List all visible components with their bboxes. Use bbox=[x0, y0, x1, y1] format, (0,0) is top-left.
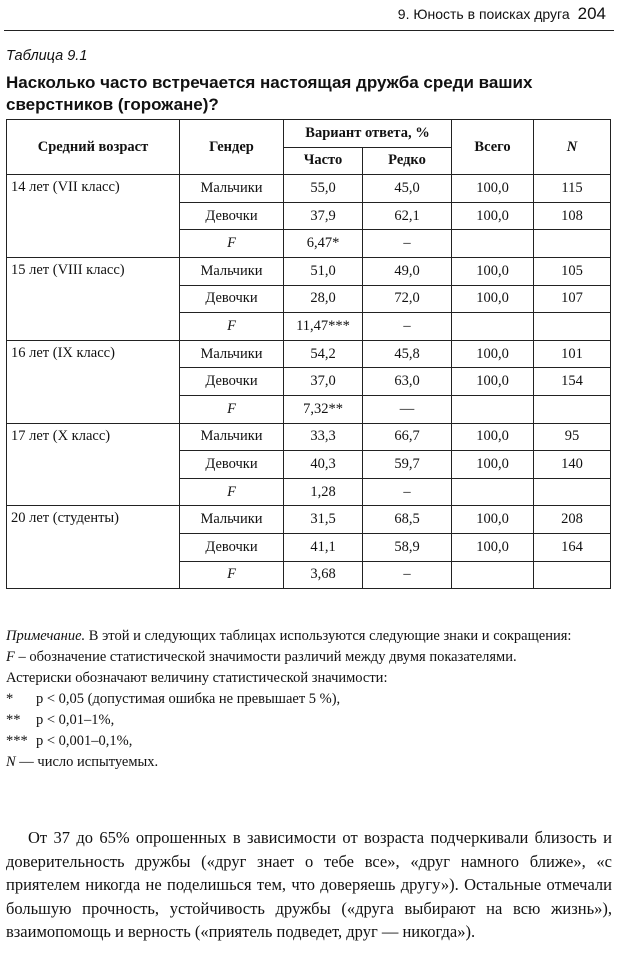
cell-total bbox=[452, 561, 534, 589]
cell-rarely: 58,9 bbox=[363, 533, 452, 561]
cell-age: 15 лет (VIII класс) bbox=[7, 257, 180, 340]
cell-rarely: – bbox=[363, 313, 452, 341]
cell-gender: Мальчики bbox=[180, 257, 284, 285]
cell-often: 51,0 bbox=[284, 257, 363, 285]
table-title: Насколько часто встречается настоящая дружба среди ваших сверстников (горожане)? bbox=[6, 73, 533, 114]
note-intro: Примечание. В этой и следующих таблицах используются следующие знаки и сокращения: bbox=[6, 628, 572, 644]
col-answer-header: Вариант ответа, % bbox=[284, 120, 452, 148]
table-row bbox=[7, 175, 611, 203]
cell-often: 33,3 bbox=[284, 423, 363, 451]
cell-total: 100,0 bbox=[452, 175, 534, 203]
table-row bbox=[7, 506, 611, 534]
cell-rarely: 49,0 bbox=[363, 257, 452, 285]
cell-often: 40,3 bbox=[284, 451, 363, 479]
table-notes bbox=[6, 626, 612, 773]
cell-often: 37,9 bbox=[284, 202, 363, 230]
cell-n: 95 bbox=[534, 423, 611, 451]
cell-total: 100,0 bbox=[452, 368, 534, 396]
note-f-symbol: F bbox=[6, 649, 15, 665]
friendship-table bbox=[6, 119, 611, 589]
table-row bbox=[7, 257, 611, 285]
cell-n: 208 bbox=[534, 506, 611, 534]
cell-age: 20 лет (студенты) bbox=[7, 506, 180, 589]
table-row bbox=[7, 423, 611, 451]
cell-often: 54,2 bbox=[284, 340, 363, 368]
note-asterisks: Астериски обозначают величину статистической значимости: bbox=[6, 670, 388, 686]
table-row bbox=[7, 340, 611, 368]
cell-n bbox=[534, 395, 611, 423]
cell-total: 100,0 bbox=[452, 533, 534, 561]
page-number: 204 bbox=[577, 4, 606, 23]
cell-gender: Девочки bbox=[180, 285, 284, 313]
cell-total: 100,0 bbox=[452, 506, 534, 534]
cell-often: 55,0 bbox=[284, 175, 363, 203]
note-level: *** p < 0,001–0,1%, bbox=[6, 733, 133, 749]
cell-age: 14 лет (VII класс) bbox=[7, 175, 180, 258]
body-paragraph: От 37 до 65% опрошенных в зависимости от возраста подчеркивали близость и доверительность дружбы («друг знает о тебе все», «друг намного ближе», «с приятелем никогда не поделишься тем, что доверяешь другу»). Остальные отмечали большую прочность, устойчивость дружбы («друга выбирают на всю жизнь»), взаимопомощь и верность («приятель подведет, друг — никогда»). bbox=[6, 828, 612, 941]
cell-gender: Мальчики bbox=[180, 340, 284, 368]
cell-rarely: – bbox=[363, 478, 452, 506]
cell-often: 41,1 bbox=[284, 533, 363, 561]
cell-gender: F bbox=[180, 230, 284, 258]
cell-often: 1,28 bbox=[284, 478, 363, 506]
cell-gender: F bbox=[180, 561, 284, 589]
cell-often: 7,32** bbox=[284, 395, 363, 423]
cell-rarely: 45,0 bbox=[363, 175, 452, 203]
cell-total bbox=[452, 478, 534, 506]
header-rule bbox=[4, 30, 614, 31]
note-f: F – обозначение статистической значимости различий между двумя показателями. bbox=[6, 649, 517, 665]
col-rarely-header: Редко bbox=[363, 147, 452, 175]
cell-rarely: 63,0 bbox=[363, 368, 452, 396]
cell-total: 100,0 bbox=[452, 202, 534, 230]
cell-often: 6,47* bbox=[284, 230, 363, 258]
cell-n bbox=[534, 561, 611, 589]
cell-total: 100,0 bbox=[452, 340, 534, 368]
cell-gender: F bbox=[180, 313, 284, 341]
chapter-title: 9. Юность в поисках друга bbox=[397, 6, 570, 22]
cell-n: 164 bbox=[534, 533, 611, 561]
cell-total: 100,0 bbox=[452, 451, 534, 479]
note-label: Примечание. bbox=[6, 628, 86, 644]
cell-often: 37,0 bbox=[284, 368, 363, 396]
note-n-symbol: N bbox=[6, 754, 16, 770]
cell-n: 101 bbox=[534, 340, 611, 368]
cell-often: 28,0 bbox=[284, 285, 363, 313]
cell-often: 11,47*** bbox=[284, 313, 363, 341]
cell-rarely: 45,8 bbox=[363, 340, 452, 368]
cell-gender: Мальчики bbox=[180, 423, 284, 451]
cell-rarely: 72,0 bbox=[363, 285, 452, 313]
cell-rarely: – bbox=[363, 561, 452, 589]
table-caption: Таблица 9.1 bbox=[6, 48, 88, 64]
cell-rarely: 59,7 bbox=[363, 451, 452, 479]
cell-often: 3,68 bbox=[284, 561, 363, 589]
cell-n: 108 bbox=[534, 202, 611, 230]
cell-rarely: 68,5 bbox=[363, 506, 452, 534]
cell-total bbox=[452, 313, 534, 341]
cell-gender: Девочки bbox=[180, 368, 284, 396]
cell-n: 154 bbox=[534, 368, 611, 396]
cell-gender: Девочки bbox=[180, 451, 284, 479]
cell-n: 115 bbox=[534, 175, 611, 203]
header-row bbox=[7, 120, 611, 148]
cell-gender: F bbox=[180, 478, 284, 506]
cell-rarely: 62,1 bbox=[363, 202, 452, 230]
cell-often: 31,5 bbox=[284, 506, 363, 534]
cell-n: 140 bbox=[534, 451, 611, 479]
note-n: N — число испытуемых. bbox=[6, 754, 159, 770]
cell-n: 107 bbox=[534, 285, 611, 313]
running-head bbox=[398, 4, 606, 24]
note-level: * p < 0,05 (допустимая ошибка не превышает 5 %), bbox=[6, 691, 341, 707]
cell-gender: F bbox=[180, 395, 284, 423]
cell-total: 100,0 bbox=[452, 285, 534, 313]
col-total-header: Всего bbox=[452, 120, 534, 175]
cell-age: 16 лет (IX класс) bbox=[7, 340, 180, 423]
cell-gender: Девочки bbox=[180, 202, 284, 230]
body-text bbox=[6, 826, 612, 944]
col-age-header: Средний возраст bbox=[7, 120, 180, 175]
cell-gender: Мальчики bbox=[180, 506, 284, 534]
col-often-header: Часто bbox=[284, 147, 363, 175]
cell-n bbox=[534, 478, 611, 506]
cell-n: 105 bbox=[534, 257, 611, 285]
cell-n bbox=[534, 230, 611, 258]
cell-rarely: 66,7 bbox=[363, 423, 452, 451]
cell-n bbox=[534, 313, 611, 341]
cell-gender: Мальчики bbox=[180, 175, 284, 203]
cell-age: 17 лет (X класс) bbox=[7, 423, 180, 506]
table-body bbox=[7, 175, 611, 589]
cell-rarely: – bbox=[363, 230, 452, 258]
cell-total bbox=[452, 230, 534, 258]
note-level: ** p < 0,01–1%, bbox=[6, 712, 115, 728]
cell-total: 100,0 bbox=[452, 257, 534, 285]
cell-total bbox=[452, 395, 534, 423]
cell-gender: Девочки bbox=[180, 533, 284, 561]
cell-rarely: — bbox=[363, 395, 452, 423]
col-n-header: N bbox=[534, 120, 611, 175]
col-gender-header: Гендер bbox=[180, 120, 284, 175]
cell-total: 100,0 bbox=[452, 423, 534, 451]
